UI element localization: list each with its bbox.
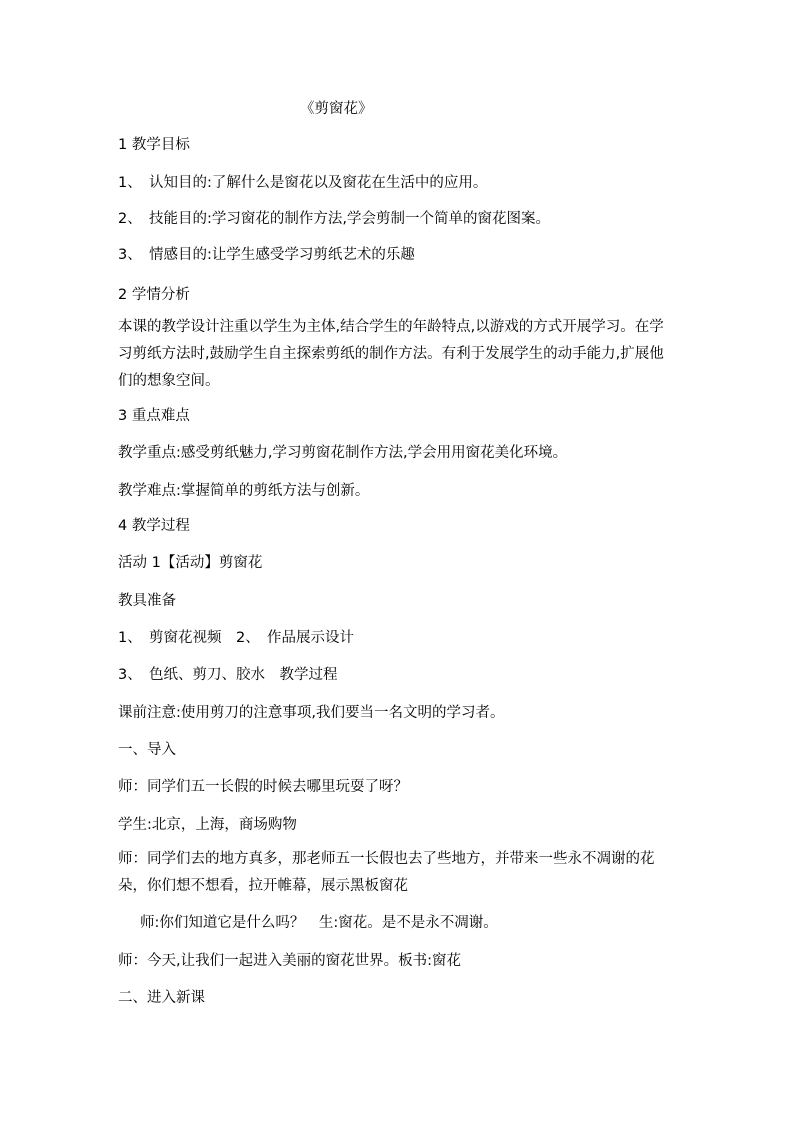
objective-item-1: 1、 认知目的:了解什么是窗花以及窗花在生活中的应用。 [118, 175, 488, 191]
section-heading-analysis: 2 学情分析 [118, 287, 190, 303]
section-heading-process: 4 教学过程 [118, 518, 190, 534]
objective-item-2: 2、 技能目的:学习窗花的制作方法,学会剪制一个简单的窗花图案。 [118, 211, 550, 227]
dialogue-line-5: 师：今天,让我们一起进入美丽的窗花世界。板书:窗花 [118, 953, 461, 969]
tools-line-2: 3、 色纸、剪刀、胶水 教学过程 [118, 667, 338, 683]
section-heading-key-points: 3 重点难点 [118, 408, 190, 424]
step-heading-intro: 一、导入 [118, 742, 176, 758]
analysis-paragraph: 本课的教学设计注重以学生为主体,结合学生的年龄特点,以游戏的方式开展学习。在学习剪纸方法时,鼓励学生自主探索剪纸的制作方法。有利于发展学生的动手能力,扩展他们的想象空间。 [118, 319, 664, 389]
dialogue-line-1: 师：同学们五一长假的时候去哪里玩耍了呀？ [118, 779, 408, 795]
dialogue-line-2: 学生:北京，上海，商场购物 [118, 817, 297, 833]
difficulty-text: 教学难点:掌握简单的剪纸方法与创新。 [118, 483, 370, 499]
tools-line-1: 1、 剪窗花视频 2、 作品展示设计 [118, 630, 354, 646]
dialogue-line-3: 师：同学们去的地方真多，那老师五一长假也去了些地方，并带来一些永不凋谢的花朵，你们想不想看，拉开帷幕，展示黑板窗花 [118, 851, 655, 894]
section-heading-objectives: 1 教学目标 [118, 137, 190, 153]
pre-class-note: 课前注意:使用剪刀的注意事项,我们要当一名文明的学习者。 [118, 705, 505, 721]
objective-item-3: 3、 情感目的:让学生感受学习剪纸艺术的乐趣 [118, 247, 415, 263]
key-point-text: 教学重点:感受剪纸魅力,学习剪窗花制作方法,学会用用窗花美化环境。 [118, 445, 568, 461]
tools-heading: 教具准备 [118, 593, 176, 609]
activity-title: 活动 1【活动】剪窗花 [118, 555, 263, 571]
dialogue-line-4: 师:你们知道它是什么吗？ 生:窗花。是不是永不凋谢。 [140, 915, 498, 931]
step-heading-new-lesson: 二、进入新课 [118, 990, 205, 1006]
document-title: 《剪窗花》 [300, 101, 373, 117]
